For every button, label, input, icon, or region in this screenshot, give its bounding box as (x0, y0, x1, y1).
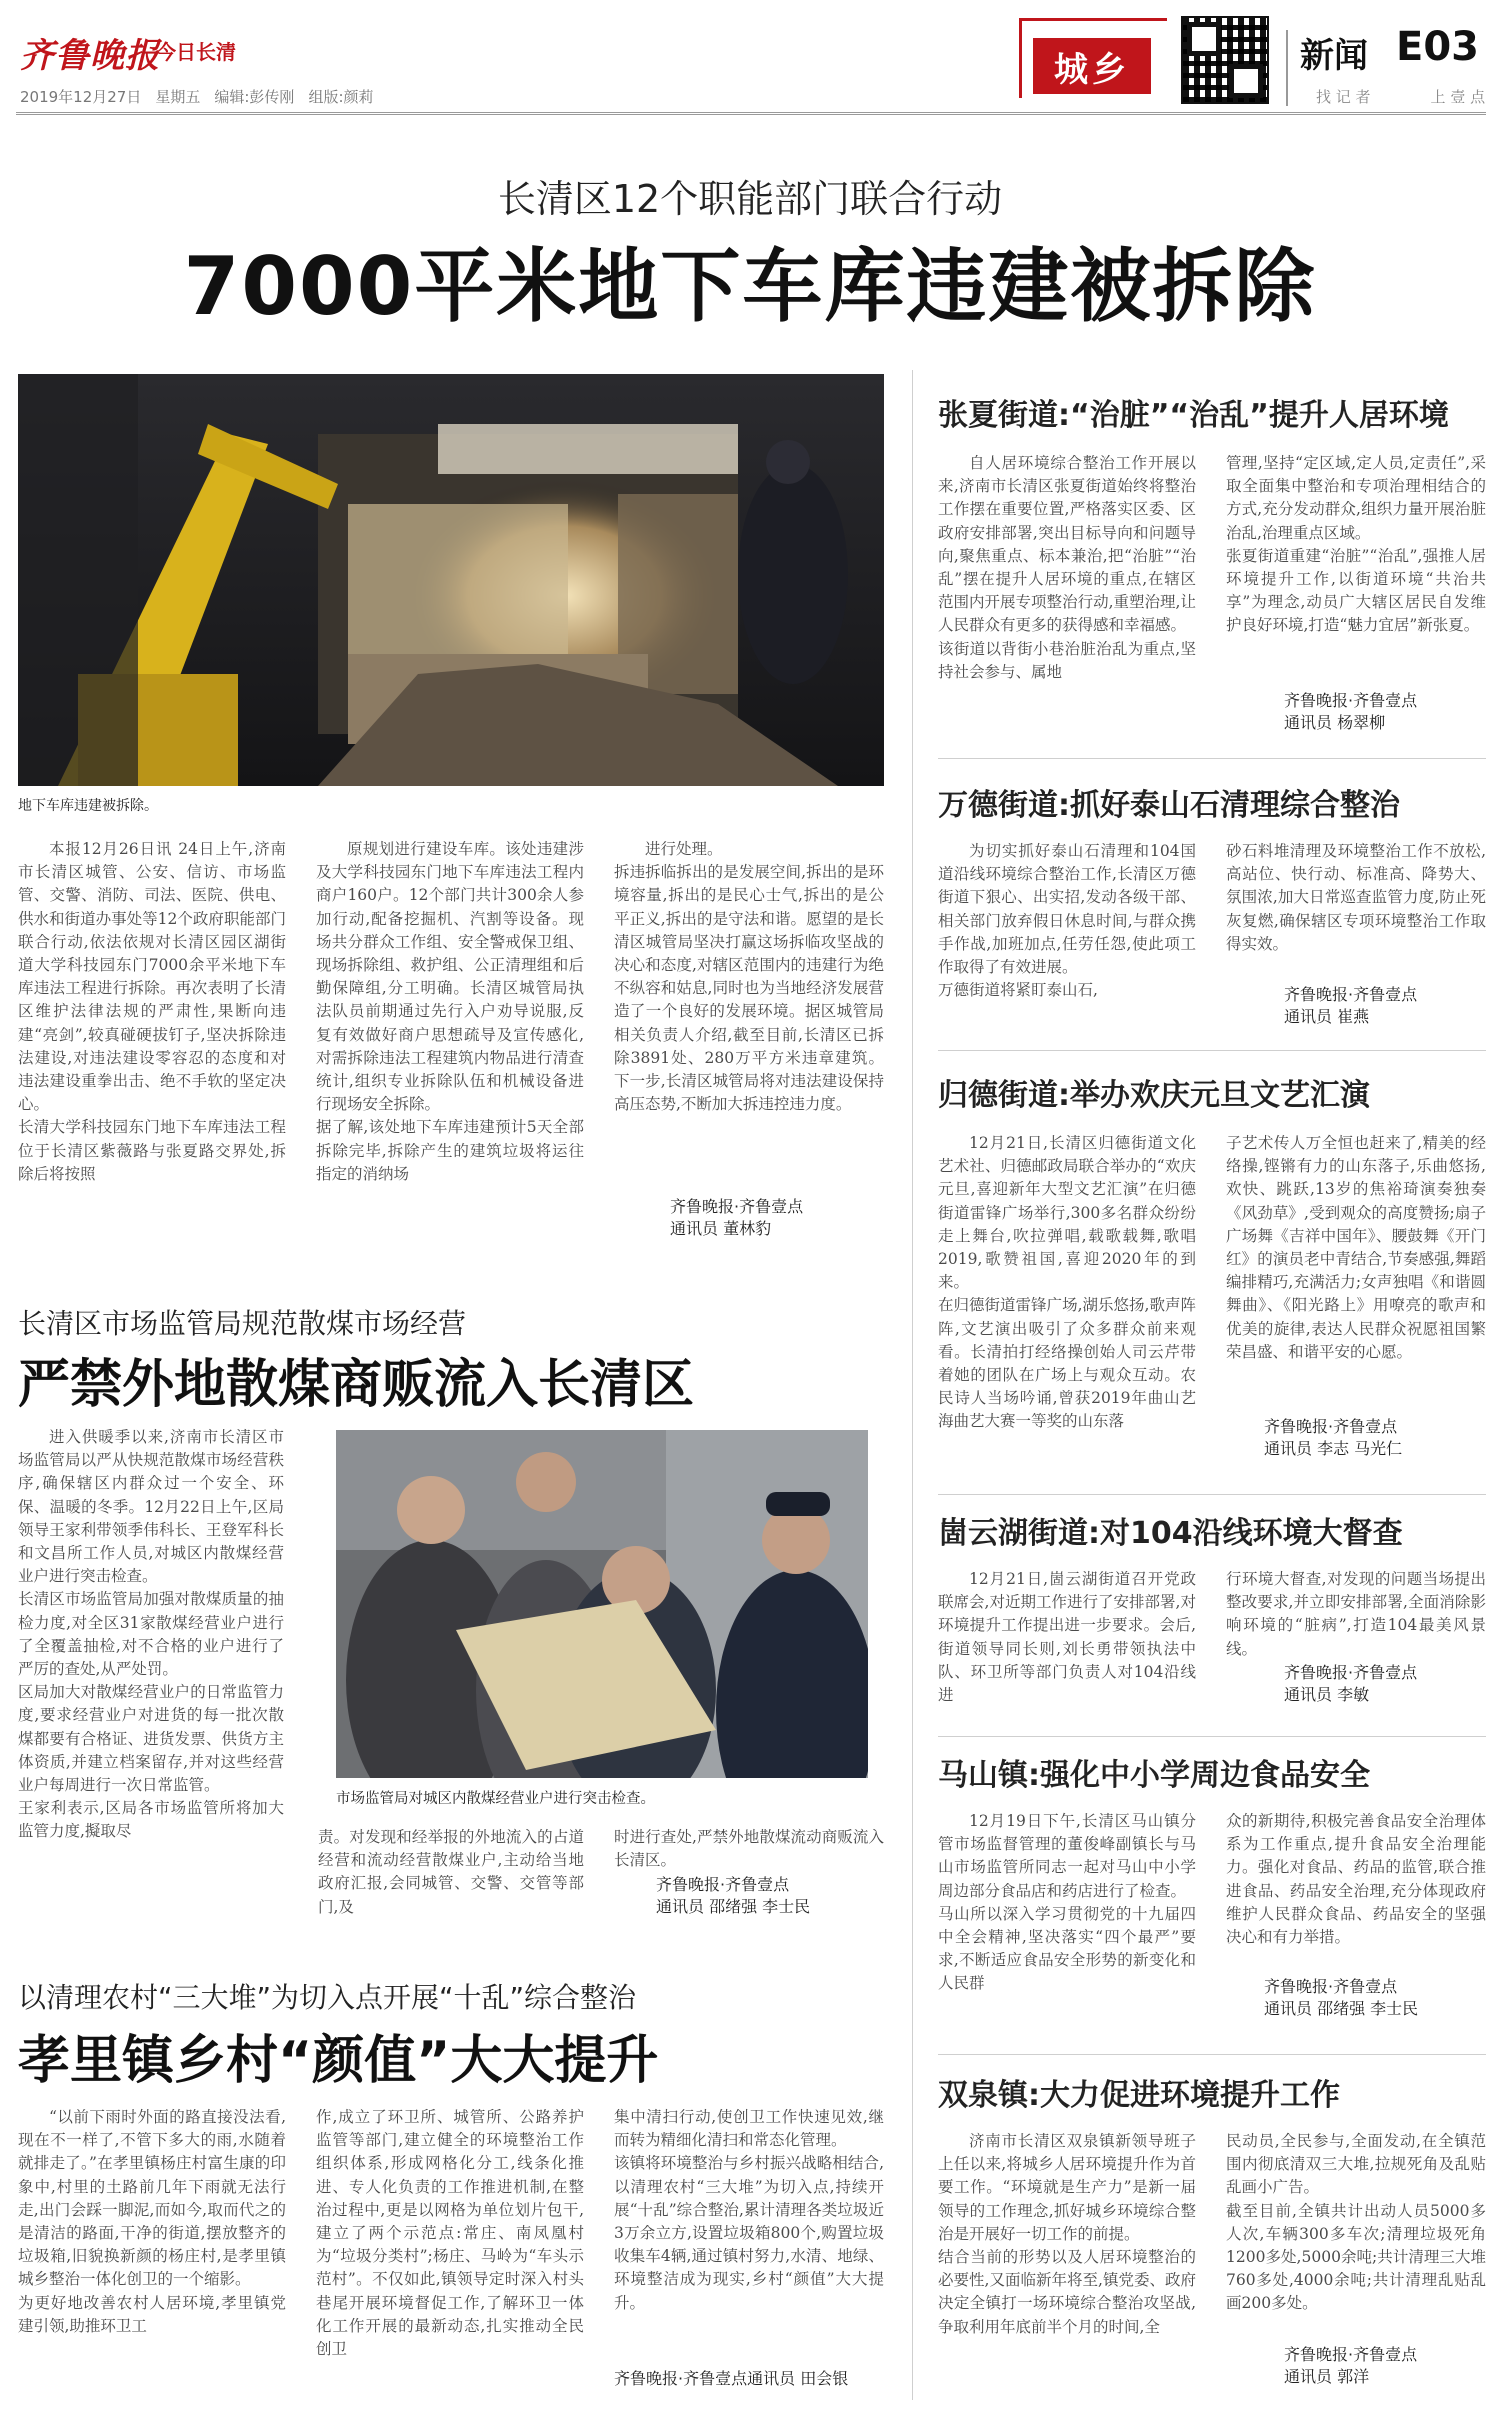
wande-title: 万德街道:抓好泰山石清理综合整治 (938, 788, 1400, 823)
demolition-photo (18, 374, 884, 786)
masthead (16, 10, 1486, 120)
yayun-text-col2: 行环境大督查,对发现的问题当场提出整改要求,并立即安排部署,全面消除影响环境的“脏病”,打造104最美风景线。 (1226, 1570, 1486, 1658)
zhangxia-title: 张夏街道:“治脏”“治乱”提升人居环境 (938, 398, 1449, 433)
paper-logo: 齐鲁晚报 (20, 36, 160, 76)
issue-weekday: 星期五 (155, 88, 201, 106)
coal-text-col2: 责。对发现和经举报的外地流入的占道经营和流动经营散煤业户,主动给当地政府汇报,会同城管、交警、交管等部门,及 (318, 1828, 584, 1916)
mashan-text-col1: 12月19日下午,长清区马山镇分管市场监督管理的董俊峰副镇长与马山市场监管所同志一起对马山中小学周边部分食品店和药店进行了检查。 马山所以深入学习贯彻党的十九届四中全会精神,坚决落实“四个最严”要求,不断适应食品安全形势的新变化和人民群 (938, 1812, 1196, 1993)
section-tag-label: 城乡 (1033, 38, 1151, 94)
wande-byline: 齐鲁晚报·齐鲁壹点 通讯员 崔燕 (1284, 985, 1418, 1026)
zhangxia-text-col1: 自人居环境综合整治工作开展以来,济南市长清区张夏街道始终将整治工作摆在重要位置,严格落实区委、区政府安排部署,突出目标导向和问题导向,聚焦重点、标本兼治,把“治脏”“治乱”摆在提升人居环境的重点,在辖区范围内开展专项整治行动,重塑治理,让人民群众有更多的获得感和幸福感。 该街道以背街小巷治脏治乱为重点,坚持社会参与、属地 (938, 454, 1196, 681)
shuangquan-byline: 齐鲁晚报·齐鲁壹点 通讯员 郭洋 (1284, 2345, 1418, 2386)
xiaoli-byline: 齐鲁晚报·齐鲁壹点通讯员 田会银 (614, 2369, 849, 2388)
reporter-contact: 找 记 者 上 壹 点 (1316, 88, 1486, 106)
xiaoli-kicker: 以清理农村“三大堆”为切入点开展“十乱”综合整治 (18, 1981, 637, 2014)
xiaoli-headline: 孝里镇乡村“颜值”大大提升 (18, 2031, 659, 2091)
shuangquan-text-col1: 济南市长清区双泉镇新领导班子上任以来,将城乡人居环境提升作为首要工作。“环境就是生产力”是新一届领导的工作理念,抓好城乡环境综合整治是开展好一切工作的前提。 结合当前的形势以及人居环境整治的必要性,又面临新年将至,镇党委、政府决定全镇打一场环境综合整治攻坚战,争取利用年底前半个月的时间,全 (938, 2132, 1196, 2336)
guide-title: 归德街道:举办欢庆元旦文艺汇演 (938, 1078, 1370, 1113)
edition-name: 今日长清 (156, 40, 236, 64)
main-byline: 齐鲁晚报·齐鲁壹点 通讯员 董林豹 (670, 1197, 804, 1238)
yayun-text-col1: 12月21日,崮云湖街道召开党政联席会,对近期工作进行了安排部署,对环境提升工作提出进一步要求。会后,街道领导同长则,刘长勇带领执法中队、环卫所等部门负责人对104沿线进 (938, 1570, 1196, 1705)
wande-text-col2: 砂石料堆清理及环境整治工作不放松,高站位、快行动、标准高、降势大、氛围浓,加大日常巡查监管力度,防止死灰复燃,确保辖区专项环境整治工作取得实效。 (1226, 842, 1486, 953)
issue-meta (20, 86, 374, 107)
main-photo-caption: 地下车库违建被拆除。 (18, 798, 158, 814)
coal-text-col1: 进入供暖季以来,济南市长清区市场监管局以严从快规范散煤市场经营秩序,确保辖区内群众过一个安全、环保、温暖的冬季。12月22日上午,区局领导王家利带领季伟科长、王登军科长和文昌所工作人员,对城区内散煤经营业户进行突击检查。 长清区市场监管局加强对散煤质量的抽检力度,对全区31家散煤经营业户进行了全覆盖抽检,对不合格的业户进行了严厉的查处,从严处罚。 区局加大对散煤经营业户的日常监管力度,要求经营业户对进货的每一批次散煤都要有合格证、进货发票、供货方主体资质,并建立档案留存,并对这些经营业户每周进行一次日常监管。 王家利表示,区局各市场监管所将加大监管力度,擬取尽 (18, 1428, 284, 1841)
main-headline: 7000平米地下车库违建被拆除 (183, 240, 1317, 333)
guide-byline: 齐鲁晚报·齐鲁壹点 通讯员 李志 马光仁 (1264, 1417, 1403, 1458)
inspection-photo (336, 1430, 868, 1778)
main-text-col1: 本报12月26日讯 24日上午,济南市长清区城管、公安、信访、市场监管、交警、消防、司法、医院、供电、供水和街道办事处等12个政府职能部门联合行动,依法依规对长清区园区湖街道大学科技园东门7000余平米地下车库违法工程进行拆除。再次表明了长清区维护法律法规的严肃性,果断向违建“亮剑”,较真碰硬拔钉子,坚决拆除违法建设,对违法建设零容忍的态度和对违法建设重拳出击、绝不手软的坚定决心。 长清大学科技园东门地下车库违法工程位于长清区紫薇路与张夏路交界处,拆除后将按照 (18, 840, 286, 1183)
masthead-rule (16, 112, 1486, 115)
qr-code-icon (1181, 16, 1269, 104)
shuangquan-text-col2: 民动员,全民参与,全面发动,在全镇范围内彻底清双三大堆,拉规死角及乱贴乱画小广告。 截至目前,全镇共计出动人员5000多人次,车辆300多车次;清理垃圾死角1200多处,5000余吨;共计清理三大堆760多处,4000余吨;共计清理乱贴乱画200多处。 (1226, 2132, 1486, 2313)
shuangquan-title: 双泉镇:大力促进环境提升工作 (938, 2078, 1340, 2113)
section-tag (1019, 18, 1167, 98)
section-name: 新闻 (1300, 36, 1368, 76)
coal-headline: 严禁外地散煤商贩流入长清区 (18, 1355, 695, 1415)
main-text-col2: 原规划进行建设车库。该处违建涉及大学科技园东门地下车库违法工程内商户160户。12个部门共计300余人参加行动,配备挖掘机、汽割等设备。现场共分群众工作组、安全警戒保卫组、现场拆除组、救护组、公正清理组和后勤保障组,分工明确。长清区城管局执法队员前期通过先行入户劝导说服,反复有效做好商户思想疏导及宣传感化,对需拆除违法工程建筑内物品进行清查统计,组织专业拆除队伍和机械设备进行现场安全拆除。 据了解,该处地下车库违建预计5天全部拆除完毕,拆除产生的建筑垃圾将运往指定的消纳场 (316, 840, 584, 1183)
guide-text-col2: 子艺术传人万全恒也赶来了,精美的经络操,铿锵有力的山东落子,乐曲悠扬,欢快、跳跃,13岁的焦裕琦演奏独奏《风劲草》,受到观众的高度赞扬;扇子广场舞《吉祥中国年》、腰鼓舞《开门红》的演员老中青结合,节奏感强,舞蹈编排精巧,充满活力;女声独唱《和谐圆舞曲》、《阳光路上》用嘹亮的歌声和优美的旋律,表达人民群众祝愿祖国繁荣昌盛、和谐平安的心愿。 (1226, 1134, 1486, 1361)
mashan-title: 马山镇:强化中小学周边食品安全 (938, 1758, 1370, 1793)
coal-text-col3: 时进行查处,严禁外地散煤流动商贩流入长清区。 (614, 1828, 884, 1870)
xiaoli-text-col3: 集中清扫行动,使创卫工作快速见效,继而转为精细化清扫和常态化管理。 该镇将环境整治与乡村振兴战略相结合,以清理农村“三大堆”为切入点,持续开展“十乱”综合整治,累计清理各类垃圾近3万余立方,设置垃圾箱800个,购置垃圾收集车4辆,通过镇村努力,水清、地绿、环境整洁成为现实,乡村“颜值”大大提升。 (614, 2108, 884, 2312)
xiaoli-text-col1: “以前下雨时外面的路直接没法看,现在不一样了,不管下多大的雨,水随着就排走了。”在孝里镇杨庄村富生康的印象中,村里的土路前几年下雨就无法行走,出门会踩一脚泥,而如今,取而代之的是清洁的路面,干净的街道,摆放整齐的垃圾箱,旧貌换新颜的杨庄村,是孝里镇城乡整治一体化创卫的一个缩影。 为更好地改善农村人居环境,孝里镇党建引领,助推环卫工 (18, 2108, 286, 2335)
issue-layout: 组版:颜莉 (308, 88, 374, 106)
page-number: E03 (1396, 24, 1479, 70)
yayun-byline: 齐鲁晚报·齐鲁壹点 通讯员 李敏 (1284, 1663, 1418, 1704)
mashan-byline: 齐鲁晚报·齐鲁壹点 通讯员 邵绪强 李士民 (1264, 1977, 1419, 2018)
main-kicker: 长清区12个职能部门联合行动 (497, 177, 1003, 221)
xiaoli-text-col2: 作,成立了环卫所、城管所、公路养护监管等部门,建立健全的环境整治工作组织体系,形成网格化分工,线条化推进、专人化负责的工作推进机制,在整治过程中,更是以网格为单位划片包干,建立了两个示范点:常庄、南凤凰村为“垃圾分类村”;杨庄、马岭为“车头示范村”。不仅如此,镇领导定时深入村头巷尾开展环境督促工作,了解环卫一体化工作开展的最新动态,扎实推动全民创卫 (316, 2108, 584, 2359)
coal-byline: 齐鲁晚报·齐鲁壹点 通讯员 邵绪强 李士民 (656, 1875, 811, 1916)
issue-date: 2019年12月27日 (20, 88, 142, 106)
yayun-title: 崮云湖街道:对104沿线环境大督查 (938, 1516, 1403, 1551)
issue-editor: 编辑:彭传刚 (214, 88, 295, 106)
zhangxia-text-col2: 管理,坚持“定区域,定人员,定责任”,采取全面集中整治和专项治理相结合的方式,充分发动群众,组织力量开展治脏治乱,治理重点区域。 张夏街道重建“治脏”“治乱”,强推人居环境提升工作,以街道环境“共治共享”为理念,动员广大辖区居民自发维护良好环境,打造“魅力宜居”新张夏。 (1226, 454, 1486, 635)
main-text-col3: 进行处理。 拆违拆临拆出的是发展空间,拆出的是环境容量,拆出的是民心士气,拆出的是公平正义,拆出的是守法和谐。愿望的是长清区城管局坚决打赢这场拆临攻坚战的决心和态度,对辖区范围内的违建行为绝不纵容和姑息,同时也为当地经济发展营造了一个良好的发展环境。据区城管局相关负责人介绍,截至目前,长清区已拆除3891处、280万平方米违章建筑。下一步,长清区城管局将对违法建设保持高压态势,不断加大拆违控违力度。 (614, 840, 884, 1114)
coal-kicker: 长清区市场监管局规范散煤市场经营 (18, 1307, 467, 1340)
mashan-text-col2: 众的新期待,积极完善食品安全治理体系为工作重点,提升食品安全治理能力。强化对食品、药品的监管,联合推进食品、药品安全治理,充分体现政府维护人民群众食品、药品安全的坚强决心和有力举措。 (1226, 1812, 1486, 1947)
zhangxia-byline: 齐鲁晚报·齐鲁壹点 通讯员 杨翠柳 (1284, 691, 1418, 732)
coal-photo-caption: 市场监管局对城区内散煤经营业户进行突击检查。 (336, 1791, 655, 1807)
wande-text-col1: 为切实抓好泰山石清理和104国道沿线环境综合整治工作,长清区万德街道下狠心、出实招,发动各级干部、相关部门放弃假日休息时间,与群众携手作战,加班加点,任劳任怨,使此项工作取得了有效进展。 万德街道将紧盯泰山石, (938, 842, 1196, 1000)
guide-text-col1: 12月21日,长清区归德街道文化艺术社、归德邮政局联合举办的“欢庆元旦,喜迎新年大型文艺汇演”在归德街道雷锋广场举行,300多名群众纷纷走上舞台,吹拉弹唱,载歌载舞,歌唱2019,歌赞祖国,喜迎2020年的到来。 在归德街道雷锋广场,湖乐悠扬,歌声阵阵,文艺演出吸引了众多群众前来观看。长清拍打经络操创始人司云芹带着她的团队在广场上与观众互动。农民诗人当场吟诵,曾获2019年曲山艺海曲艺大赛一等奖的山东落 (938, 1134, 1196, 1431)
